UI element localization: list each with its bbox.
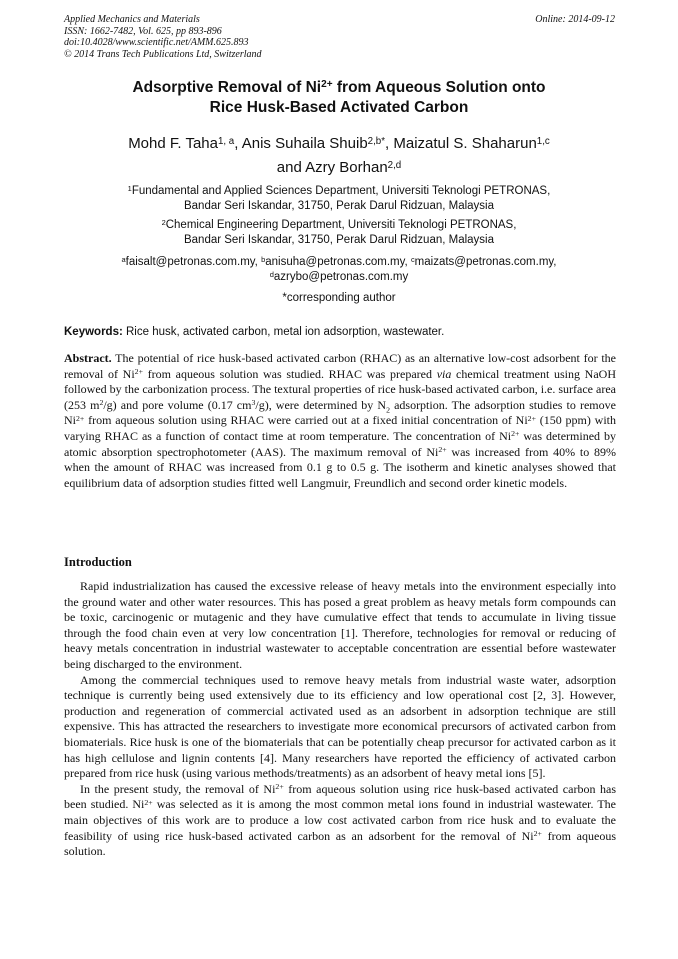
author-name: and Azry Borhan — [276, 159, 388, 176]
affiliation-text: Fundamental and Applied Sciences Department, Universiti Teknologi PETRONAS, — [131, 185, 551, 197]
intro-text: was selected as it is among the most common metal ions found in industrial wastewater. The main objectives of this work are to produce a low cost activated carbon from rice husk and to evaluate the feasibility of using rice husk-based activated carbon as an adsorbent for the removal of Ni — [64, 797, 616, 843]
keywords — [64, 326, 616, 338]
abstract-text: from aqueous solution using RHAC were carried out at a fixed initial concentration of Ni — [84, 413, 528, 428]
abstract-text: was determined by atomic absorption spectrophotometer (AAS). The maximum removal of Ni — [64, 428, 617, 459]
affiliation-sup: 1 — [127, 183, 132, 193]
corresponding-note: *corresponding author — [282, 292, 396, 304]
keywords-label: Keywords: — [64, 326, 123, 338]
affiliation-2 — [60, 218, 618, 248]
affiliation-line: Bandar Seri Iskandar, 31750, Perak Darul Ridzuan, Malaysia — [183, 234, 495, 246]
abstract-italic: via — [436, 366, 452, 381]
paper-title — [60, 78, 618, 118]
abstract-sup: 2+ — [438, 445, 447, 455]
abstract-text: (150 ppm) with varying RHAC as a function of contact time at room temperature. The concentration of Ni — [64, 413, 616, 443]
intro-sup: 2+ — [275, 782, 284, 792]
email-link[interactable]: azrybo@petronas.com.my — [273, 271, 409, 283]
title-sup: 2+ — [321, 79, 333, 91]
author-sup: 1,c — [536, 135, 550, 147]
title-line-1 — [60, 78, 618, 98]
title-text: from Aqueous Solution onto — [332, 79, 546, 96]
email-line — [60, 255, 618, 270]
doi-line: doi:10.4028/www.scientific.net/AMM.625.893 — [64, 37, 249, 48]
affiliation-text: Chemical Engineering Department, Universiti Teknologi PETRONAS, — [165, 219, 517, 231]
author-name: Anis Suhaila Shuib — [241, 135, 368, 152]
affiliation-line — [60, 218, 618, 233]
author-sup: 1, a — [217, 135, 235, 147]
intro-paragraph-2: Among the commercial techniques used to remove heavy metals from industrial waste water, adsorption technique is currently being used extensively due to its efficiency and low operational cost [2, 3]. However, production and regeneration of commercial activated used as an adsorbent in adsorption technique are still expensive. This has attracted the researchers to investigate more economical precursors of activated carbon from biomaterials. Rice husk is one of the biomaterials that can be potentially cheap precursor for activated carbon as it has high cellulose and lignin contents [4]. Many researchers have reported the efficiency of activated carbon prepared from rice husk (using various methods/treatments) as an adsorbent of heavy metal ions [5]. — [64, 672, 616, 781]
intro-paragraph-1: Rapid industrialization has caused the excessive release of heavy metals into the environment especially into the ground water and other water resources. This has posed a great problem as heavy metals form compounds can be toxic, carcinogenic or mutagenic and they have cumulative effect that tends to accumulate in living tissue through the food chain even at very low concentration [1]. Therefore, technologies for removal or reducing of heavy metals concentration in industrial wastewater to acceptable concentration are essential before wastewater being discharged to the environment. — [64, 579, 616, 671]
email-line — [60, 270, 618, 285]
author-line-2 — [60, 156, 618, 180]
email-sup: d — [269, 269, 274, 279]
intro-sup: 2+ — [533, 829, 542, 838]
email-sup: a — [121, 254, 126, 264]
intro-text: from aqueous solution using rice husk-based activated carbon has been studied. Ni — [64, 781, 616, 812]
abstract-sup: 2 — [99, 398, 104, 408]
email-sup: b — [261, 254, 266, 264]
title-text: Adsorptive Removal of Ni — [132, 79, 322, 96]
abstract — [64, 351, 616, 491]
journal-header — [64, 14, 262, 60]
abstract-text: adsorption. The adsorption studies to remove Ni — [64, 397, 616, 428]
author-name: Maizatul S. Shaharun — [393, 135, 537, 152]
email-link[interactable]: maizats@petronas.com.my, — [414, 256, 557, 268]
abstract-text: chemical treatment using NaOH followed by the carbonization process. The textural properties of rice husk-based activated carbon, i.e. surface area (253 m — [64, 366, 617, 412]
online-date: Online: 2014-09-12 — [535, 14, 615, 25]
affiliation-line: Bandar Seri Iskandar, 31750, Perak Darul Ridzuan, Malaysia — [183, 200, 495, 212]
abstract-sub: 2 — [386, 405, 390, 415]
abstract-sup: 2+ — [527, 413, 536, 423]
affiliation-line — [60, 184, 618, 199]
intro-paragraph-3 — [64, 782, 616, 860]
introduction-body — [64, 579, 616, 860]
intro-text: from aqueous solution. — [64, 828, 616, 859]
title-line-2: Rice Husk-Based Activated Carbon — [209, 99, 469, 116]
abstract-label: Abstract. — [64, 351, 112, 365]
email-list — [60, 255, 618, 306]
abstract-text: was increased from 40% to 89% when the amount of RHAC was increased from 0.1 g to 0.5 g. The isotherm and kinetic analyses showed that equilibrium data of adsorption studies fitted well Langmuir, Freundlich and second order kinetic models. — [64, 444, 616, 490]
author-sup: 2,b* — [367, 135, 386, 147]
abstract-sup: 3 — [251, 398, 256, 408]
email-link[interactable]: anisuha@petronas.com.my, — [265, 256, 411, 268]
author-name: Mohd F. Taha — [128, 135, 218, 152]
intro-text: In the present study, the removal of Ni — [80, 781, 276, 796]
author-list — [60, 132, 618, 180]
email-sup: c — [410, 254, 415, 264]
affiliation-sup: 2 — [161, 217, 166, 227]
abstract-text: The potential of rice husk-based activated carbon (RHAC) as an alternative low-cost adsorbent for the removal of Ni — [64, 351, 616, 381]
email-link[interactable]: faisalt@petronas.com.my, — [125, 256, 262, 268]
section-heading-introduction: Introduction — [64, 555, 132, 569]
abstract-text: /g) and pore volume (0.17 cm — [103, 397, 252, 412]
abstract-text: /g), were determined by N — [255, 397, 387, 412]
abstract-sup: 2+ — [76, 413, 85, 423]
copyright-line: © 2014 Trans Tech Publications Ltd, Switzerland — [64, 48, 262, 60]
intro-sup: 2+ — [144, 797, 153, 807]
abstract-sup: 2+ — [511, 429, 520, 439]
author-sup: 2,d — [387, 159, 402, 171]
abstract-sup: 2+ — [134, 367, 143, 377]
journal-name: Applied Mechanics and Materials — [64, 14, 200, 25]
keywords-text: Rice husk, activated carbon, metal ion adsorption, wastewater. — [122, 326, 445, 338]
abstract-text: from aqueous solution was studied. RHAC was prepared — [142, 366, 437, 381]
author-line-1: Mohd F. Taha$^{1, a}$, Anis Suhaila Shuib$^{2,b*}$, Maizatul S. Shaharun$^{1,c}$ — [128, 135, 550, 152]
affiliation-1 — [60, 184, 618, 214]
issn-line: ISSN: 1662-7482, Vol. 625, pp 893-896 — [64, 25, 222, 37]
